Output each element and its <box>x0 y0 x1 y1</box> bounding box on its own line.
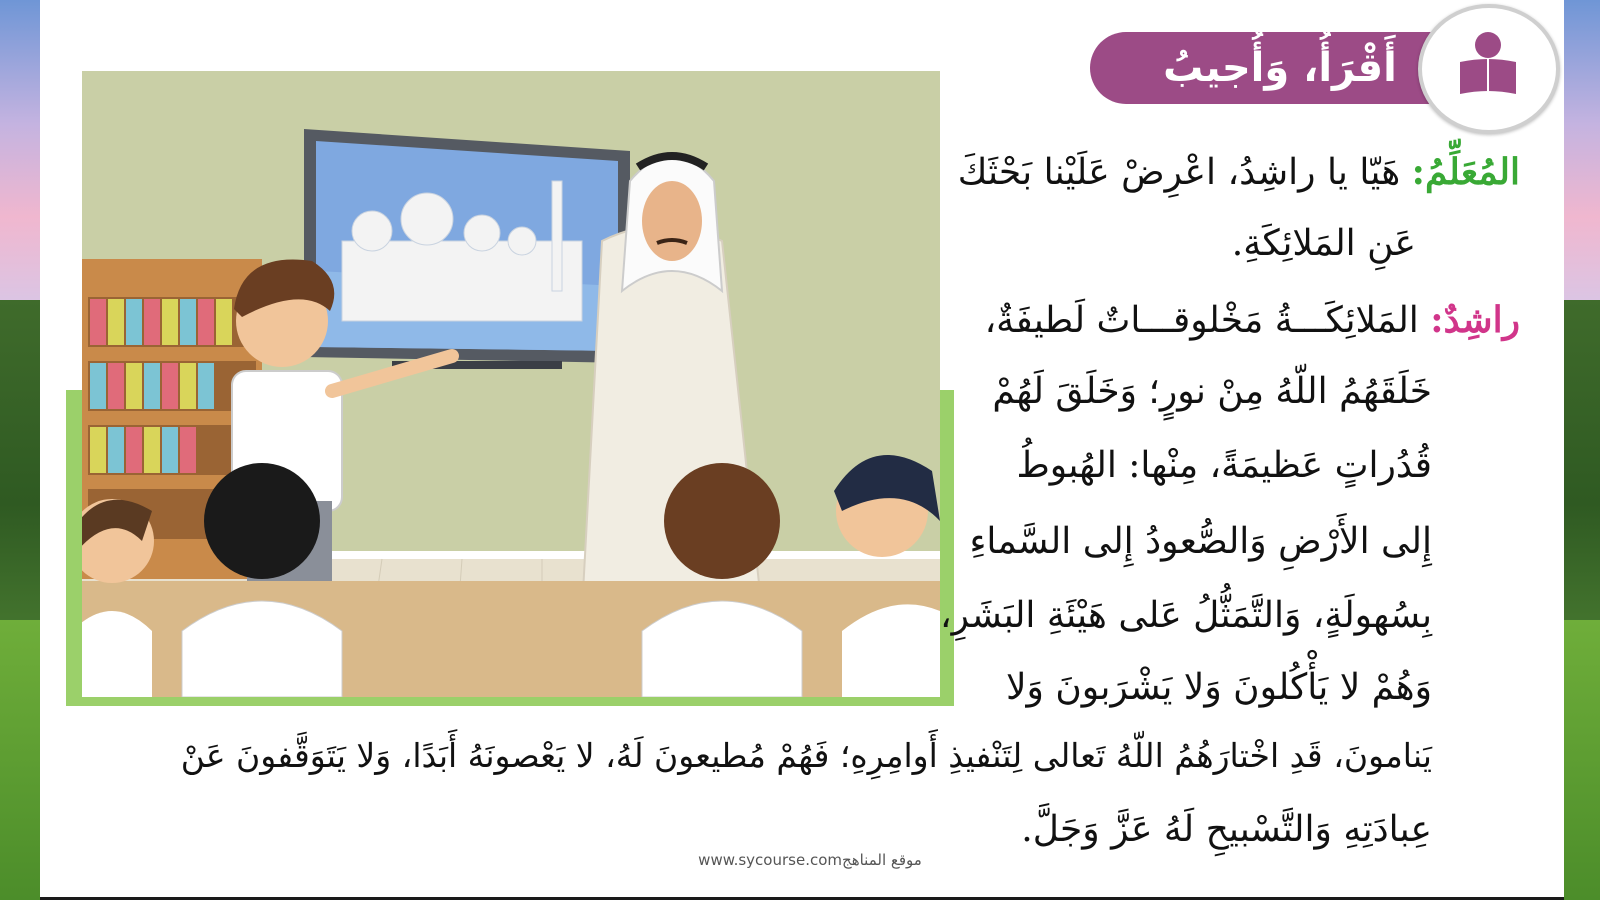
section-title: أَقْرَأُ، وَأُجيبُ <box>1163 45 1397 91</box>
reading-person-icon <box>1448 28 1528 104</box>
right-scenery-strip <box>1564 0 1600 900</box>
teacher-line-1 <box>958 142 1520 203</box>
rashid-line-7: يَنامونَ، قَدِ اخْتارَهُمُ اللّهُ تَعالى لِتَنْفيذِ أَوامِرِهِ؛ فَهُمْ مُطيعونَ لَهُ، لا يَعْصونَهُ أَبَدًا، وَلا يَتَوَقَّفونَ عَنْ <box>180 736 1432 775</box>
dialogue-text: المَلائِكَـــةُ مَخْلوقـــاتٌ لَطيفَةٌ، <box>984 300 1419 341</box>
dialogue-text: هَيّا يا راشِدُ، اعْرِضْ عَلَيْنا بَحْثَكَ <box>957 152 1401 193</box>
classroom-illustration <box>82 71 940 697</box>
rashid-line-6: وَهُمْ لا يَأْكُلونَ وَلا يَشْرَبونَ وَلا <box>1005 667 1432 708</box>
rashid-line-2: خَلَقَهُمُ اللّهُ مِنْ نورٍ؛ وَخَلَقَ لَهُمْ <box>992 371 1432 412</box>
rashid-line-1 <box>985 290 1520 351</box>
left-scenery-strip <box>0 0 40 900</box>
rashid-line-3: قُدُراتٍ عَظيمَةً، مِنْها: الهُبوطُ <box>1016 445 1432 486</box>
speaker-rashid: راشِدٌ: <box>1430 299 1520 341</box>
rashid-line-8: عِبادَتِهِ وَالتَّسْبيحِ لَهُ عَزَّ وَجَلَّ. <box>1021 809 1432 850</box>
speaker-teacher: المُعَلِّمُ: <box>1411 151 1520 193</box>
watermark: www.sycourse.comموقع المناهج <box>698 851 922 869</box>
rashid-line-5: بِسُهولَةٍ، وَالتَّمَثُّلُ عَلى هَيْئَةِ البَشَرِ، <box>940 595 1432 636</box>
rashid-line-4: إِلى الأَرْضِ وَالصُّعودُ إِلى السَّماءِ <box>969 521 1432 562</box>
teacher-line-2: عَنِ المَلائِكَةِ. <box>1231 223 1416 264</box>
